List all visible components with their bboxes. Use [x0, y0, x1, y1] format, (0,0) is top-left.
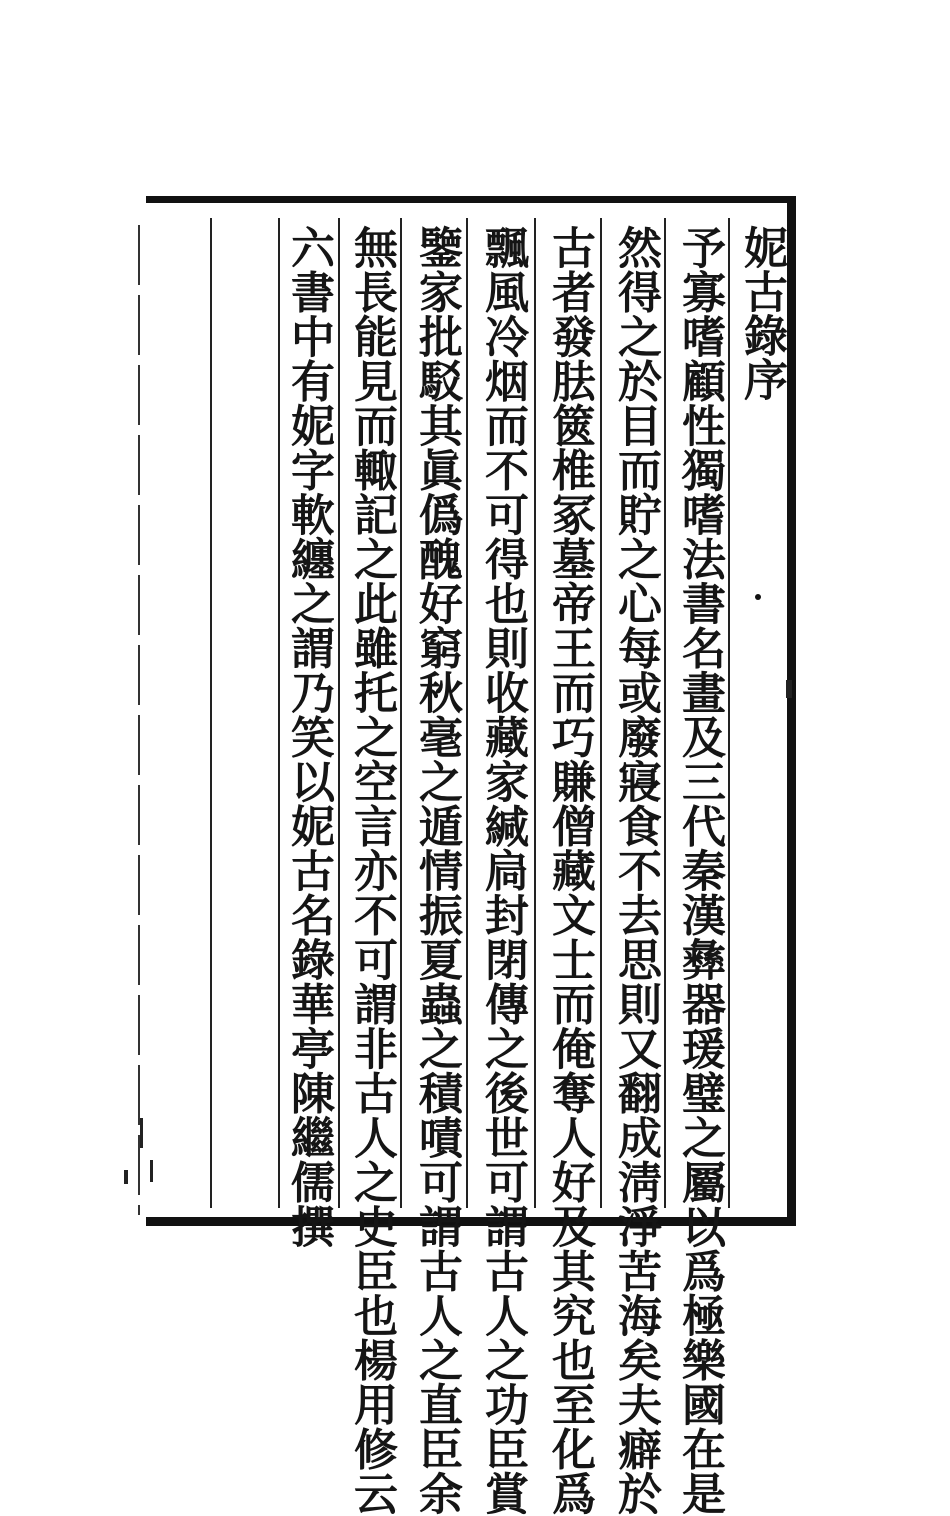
- scan-artifact: [150, 1160, 153, 1182]
- scan-artifact: [140, 1118, 143, 1148]
- scan-artifact: [786, 680, 792, 698]
- column-rule: [400, 218, 402, 1208]
- column-rule: [338, 218, 340, 1208]
- ink-dot: [755, 594, 761, 600]
- text-column: 然得之於目而貯之心每或廢寢食不去思則又翻成淸淨苦海矣夫癖於: [610, 225, 661, 1516]
- text-column: 無長能見而輙記之此雖托之空言亦不可謂非古人之史臣也楊用修云: [346, 225, 397, 1516]
- text-column: 鑒家批駁其眞僞醜好窮秋毫之遁情振夏蟲之積嘖可謂古人之直臣余: [411, 225, 462, 1516]
- preface-title: 妮古錄序: [736, 225, 787, 401]
- column-rule: [728, 218, 730, 1208]
- scan-artifact: [124, 1170, 128, 1184]
- column-rule: [210, 218, 212, 1208]
- text-column: 飄風冷烟而不可得也則收藏家緘扃封閉傳之後世可謂古人之功臣賞: [477, 225, 528, 1516]
- column-rule: [278, 218, 280, 1208]
- text-column: 六書中有妮字軟纏之謂乃笑以妮古名錄華亭陳繼儒撰: [283, 225, 334, 1249]
- text-column: 古者發胠篋椎冢墓帝王而巧賺僧藏文士而俺奪人好及其究也至化爲: [544, 225, 595, 1516]
- column-rule: [664, 218, 666, 1208]
- column-rule: [534, 218, 536, 1208]
- column-rule: [466, 218, 468, 1208]
- column-rule: [600, 218, 602, 1208]
- text-column: 予寡嗜顧性獨嗜法書名畫及三代秦漢彝器瑗璧之屬以爲極樂國在是: [674, 225, 725, 1516]
- left-margin-rule: [138, 225, 140, 1215]
